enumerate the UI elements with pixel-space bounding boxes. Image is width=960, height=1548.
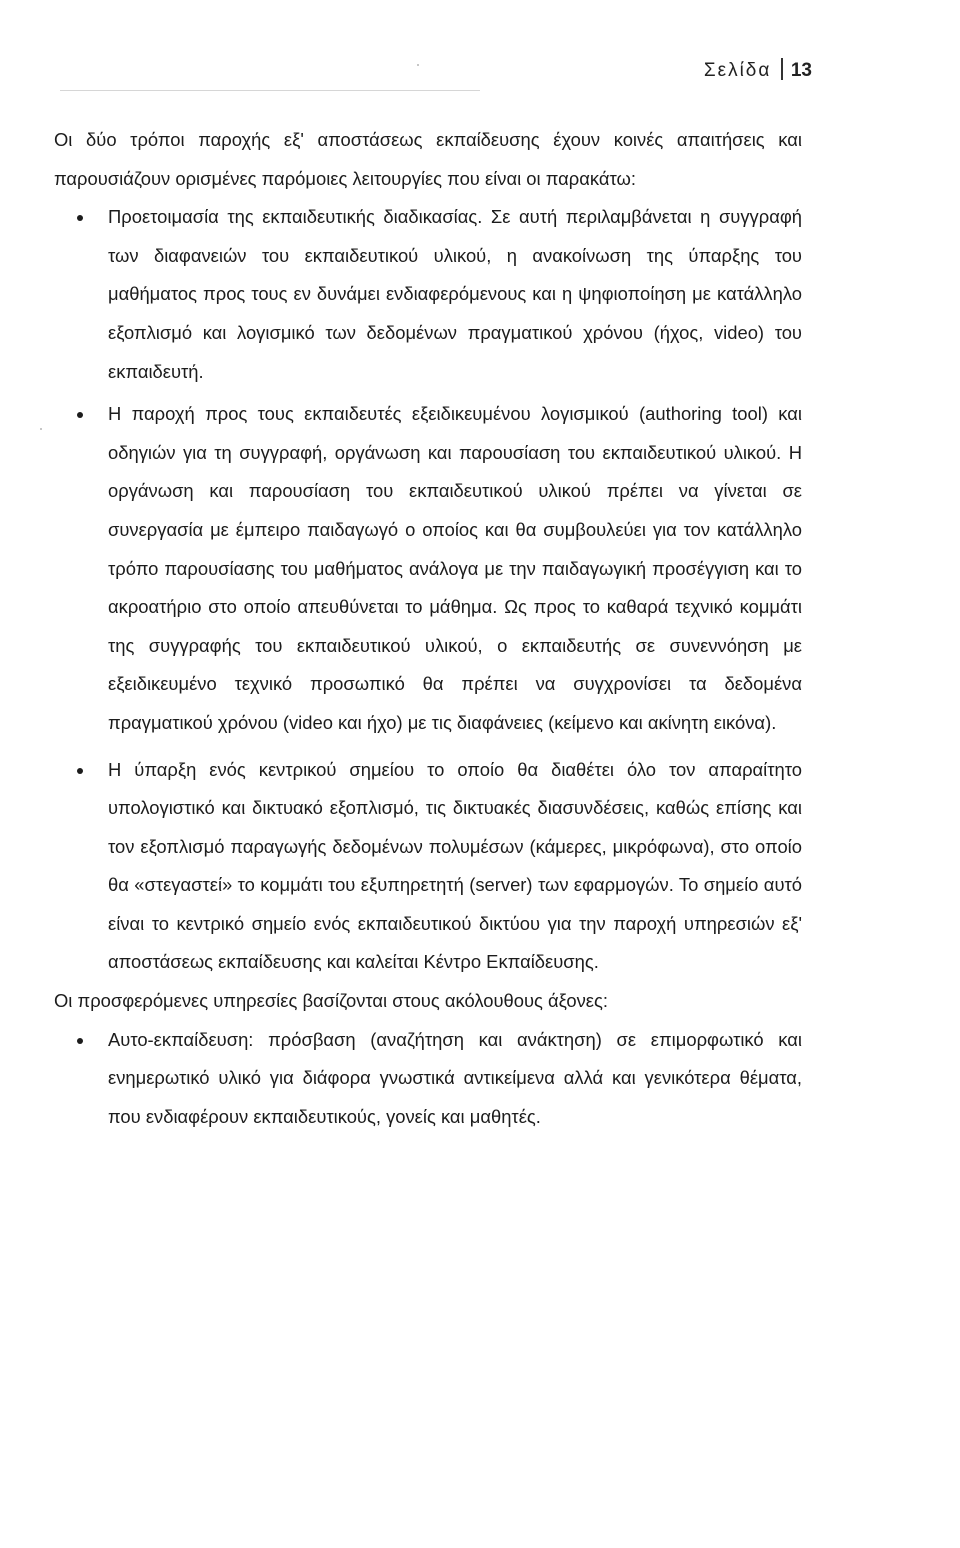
header-rule <box>60 90 480 91</box>
scan-speck <box>40 428 42 430</box>
list-item-text: Προετοιμασία της εκπαιδευτικής διαδικασίας. Σε αυτή περιλαμβάνεται η συγγραφή των διαφανειών του εκπαιδευτικού υλικού, η ανακοίνωση της ύπαρξης του μαθήματος προς τους εν δυνάμει ενδιαφερόμενους και η ψηφιοποίηση με κατάλληλο εξοπλισμό και λογισμικό των δεδομένων πραγματικού χρόνου (ήχος, video) του εκπαιδευτή. <box>108 206 802 382</box>
intro-paragraph: Οι δύο τρόποι παροχής εξ' αποστάσεως εκπαίδευσης έχουν κοινές απαιτήσεις και παρουσιάζουν ορισμένες παρόμοιες λειτουργίες που είναι οι παρακάτω: <box>54 129 802 189</box>
bullet-icon <box>77 215 83 221</box>
bullet-list-requirements <box>54 198 802 982</box>
body-text <box>54 121 802 1136</box>
list-item-text: Η ύπαρξη ενός κεντρικού σημείου το οποίο θα διαθέτει όλο τον απαραίτητο υπολογιστικό και δικτυακό εξοπλισμό, τις δικτυακές διασυνδέσεις, καθώς επίσης και τον εξοπλισμό παραγωγής δεδομένων πολυμέσων (κάμερες, μικρόφωνα), στο οποίο θα «στεγαστεί» το κομμάτι του εξυπηρετητή (server) των εφαρμογών. Το σημείο αυτό είναι το κεντρικό σημείο ενός εκπαιδευτικού δικτύου για την παροχή υπηρεσιών εξ' αποστάσεως εκπαίδευσης και καλείται Κέντρο Εκπαίδευσης. <box>108 758 802 973</box>
bullet-icon <box>77 1038 83 1044</box>
bullet-list-services <box>54 1021 802 1137</box>
list-item-text: Η παροχή προς τους εκπαιδευτές εξειδικευμένου λογισμικού (authoring tool) και οδηγιών για τη συγγραφή, οργάνωση και παρουσίαση του εκπαιδευτικού υλικού. Η οργάνωση και παρουσίαση του εκπαιδευτικού υλικού πρέπει να γίνεται σε συνεργασία με έμπειρο παιδαγωγό ο οποίος και θα συμβουλεύει για τον κατάλληλο τρόπο παρουσίασης του μαθήματος ανάλογα με την παιδαγωγική προσέγγιση και το ακροατήριο στο οποίο απευθύνεται το μάθημα. Ως προς το καθαρά τεχνικό κομμάτι της συγγραφής του εκπαιδευτικού υλικού, ο εκπαιδευτής σε συνεννόηση με εξειδικευμένο τεχνικό προσωπικό θα πρέπει να συγχρονίσει τα δεδομένα πραγματικού χρόνου (video και ήχο) με τις διαφάνειες (κείμενο και ακίνητη εικόνα). <box>108 403 802 733</box>
bullet-icon <box>77 412 83 418</box>
page-number: 13 <box>790 60 812 81</box>
bullet-icon <box>77 768 83 774</box>
services-paragraph: Οι προσφερόμενες υπηρεσίες βασίζονται στους ακόλουθους άξονες: <box>54 990 608 1012</box>
header-separator <box>781 58 783 80</box>
list-item <box>54 751 802 983</box>
list-item <box>54 1021 802 1137</box>
list-item <box>54 198 802 391</box>
page-label: Σελίδα <box>703 60 772 81</box>
list-item <box>54 395 802 742</box>
scan-speck <box>417 64 419 66</box>
list-item-text: Αυτο-εκπαίδευση: πρόσβαση (αναζήτηση και ανάκτηση) σε επιμορφωτικό και ενημερωτικό υλικό για διάφορα γνωστικά αντικείμενα αλλά και γενικότερα θέματα, που ενδιαφέρουν εκπαιδευτικούς, γονείς και μαθητές. <box>108 1028 802 1127</box>
page-header <box>704 58 812 82</box>
